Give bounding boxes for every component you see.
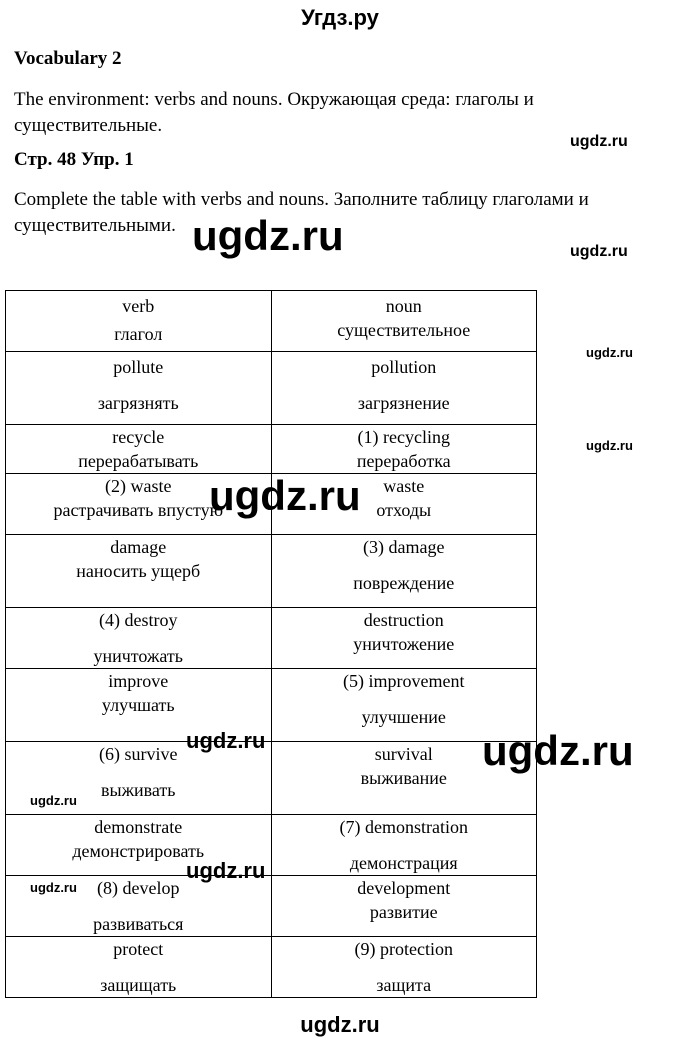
noun-en: waste	[383, 476, 425, 496]
watermark: ugdz.ru	[570, 133, 628, 150]
watermark: ugdz.ru	[30, 793, 77, 808]
verb-en: recycle	[112, 427, 165, 447]
noun-en: (5) improvement	[343, 671, 465, 691]
verb-ru: уничтожать	[93, 646, 184, 666]
verb-cell	[6, 937, 272, 998]
noun-header-cell	[271, 291, 537, 352]
noun-en: destruction	[363, 610, 444, 630]
table-row	[6, 352, 537, 425]
noun-ru: уничтожение	[353, 634, 455, 654]
watermark: ugdz.ru	[570, 243, 628, 260]
verb-en: (6) survive	[99, 744, 178, 764]
table-row	[6, 608, 537, 669]
noun-en: pollution	[371, 357, 437, 377]
vocabulary-heading: Vocabulary 2	[14, 48, 122, 69]
noun-cell	[271, 352, 537, 425]
verb-en: (4) destroy	[99, 610, 178, 630]
noun-ru: развитие	[369, 902, 438, 922]
verb-ru: перерабатывать	[78, 451, 199, 471]
table-row	[6, 742, 537, 815]
site-header: Угдз.ру	[301, 5, 379, 30]
verb-ru: развиваться	[93, 914, 184, 934]
table-row	[6, 876, 537, 937]
noun-cell	[271, 937, 537, 998]
noun-header-ru: существительное	[337, 320, 471, 340]
noun-ru: выживание	[360, 768, 447, 788]
verb-ru: загрязнять	[97, 393, 179, 413]
watermark: ugdz.ru	[30, 880, 77, 895]
noun-ru: переработка	[356, 451, 451, 471]
verb-en: improve	[108, 671, 169, 691]
verb-en: demonstrate	[94, 817, 183, 837]
noun-en: (7) demonstration	[339, 817, 468, 837]
verb-en: pollute	[113, 357, 164, 377]
noun-en: (3) damage	[363, 537, 445, 557]
page-exercise-heading: Стр. 48 Упр. 1	[14, 149, 134, 170]
watermark: ugdz.ru	[586, 345, 633, 360]
intro-text: The environment: verbs and nouns. Окружающая среда: глаголы и существительные.	[14, 89, 534, 136]
noun-header-en: noun	[385, 296, 422, 316]
table-header-row	[6, 291, 537, 352]
noun-en: development	[357, 878, 451, 898]
vocabulary-table	[5, 290, 537, 998]
table-row	[6, 425, 537, 474]
verb-ru: выживать	[100, 780, 176, 800]
noun-ru: демонстрация	[349, 853, 458, 873]
table-row	[6, 937, 537, 998]
verb-ru: растрачивать впустую	[53, 500, 224, 520]
noun-ru: улучшение	[361, 707, 446, 727]
table-row	[6, 669, 537, 742]
verb-ru: защищать	[100, 975, 177, 995]
verb-ru: улучшать	[101, 695, 175, 715]
verb-en: damage	[110, 537, 167, 557]
task-text: Complete the table with verbs and nouns. Заполните таблицу глаголами и существительными.	[14, 189, 589, 236]
verb-header-ru: глагол	[114, 324, 163, 344]
noun-cell	[271, 535, 537, 608]
verb-header-en: verb	[122, 296, 155, 316]
verb-en: (8) develop	[97, 878, 180, 898]
table-row	[6, 815, 537, 876]
watermark: ugdz.ru	[482, 727, 634, 774]
noun-cell	[271, 608, 537, 669]
noun-cell	[271, 876, 537, 937]
noun-ru: повреждение	[353, 573, 455, 593]
watermark: ugdz.ru	[209, 472, 361, 519]
verb-header-cell	[6, 291, 272, 352]
noun-en: (9) protection	[354, 939, 453, 959]
noun-ru: защита	[376, 975, 432, 995]
noun-cell	[271, 425, 537, 474]
verb-ru: демонстрировать	[72, 841, 205, 861]
table-row	[6, 535, 537, 608]
verb-ru: наносить ущерб	[76, 561, 201, 581]
noun-en: survival	[374, 744, 433, 764]
noun-ru: отходы	[376, 500, 432, 520]
watermark: ugdz.ru	[186, 728, 266, 753]
noun-ru: загрязнение	[357, 393, 450, 413]
verb-cell	[6, 352, 272, 425]
verb-en: protect	[113, 939, 164, 959]
noun-en: (1) recycling	[357, 427, 450, 447]
noun-cell	[271, 815, 537, 876]
footer-watermark: ugdz.ru	[300, 1012, 380, 1037]
verb-en: (2) waste	[105, 476, 172, 496]
verb-cell	[6, 425, 272, 474]
watermark: ugdz.ru	[192, 212, 344, 259]
watermark: ugdz.ru	[186, 858, 266, 883]
verb-cell	[6, 535, 272, 608]
watermark: ugdz.ru	[586, 438, 633, 453]
verb-cell	[6, 608, 272, 669]
